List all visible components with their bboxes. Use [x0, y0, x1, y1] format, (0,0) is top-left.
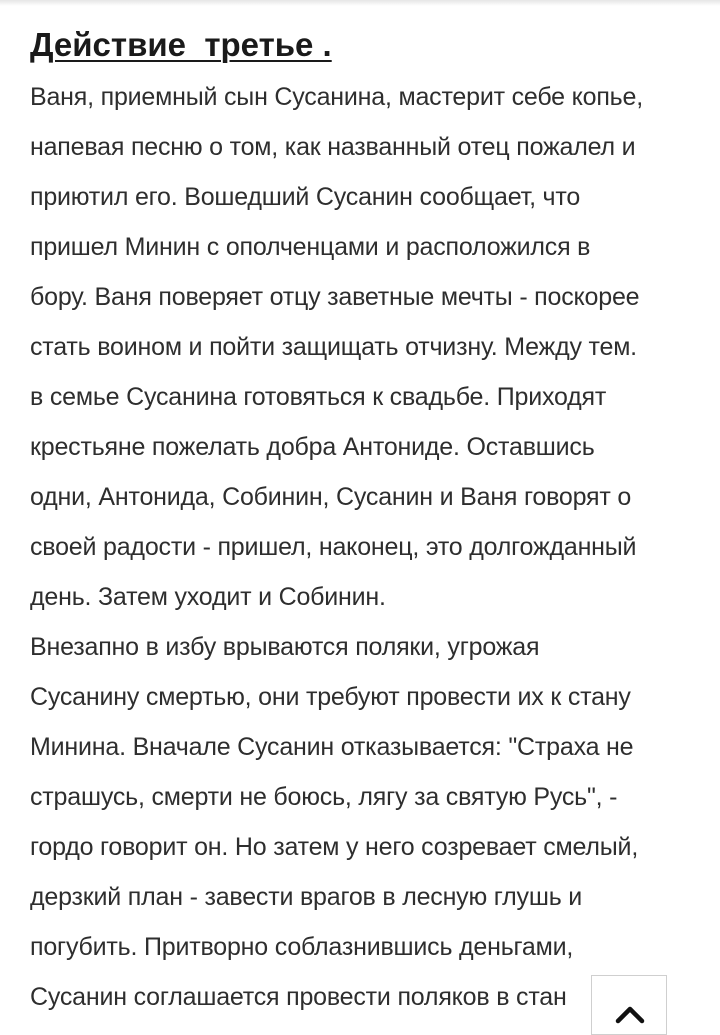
text-line: страшусь, смерти не боюсь, лягу за святую Русь", - — [30, 783, 618, 811]
article-heading: Действие третье . — [30, 26, 332, 63]
paragraph-2 — [30, 622, 710, 1022]
text-line: стать воином и пойти защищать отчизну. Между тем. — [30, 333, 637, 361]
text-line: напевая песню о том, как названный отец пожалел и — [30, 133, 636, 161]
chevron-up-icon — [615, 1004, 645, 1024]
text-line: своей радости - пришел, наконец, это долгожданный — [30, 533, 637, 561]
text-line: крестьяне пожелать добра Антониде. Оставшись — [30, 433, 595, 461]
text-line: день. Затем уходит и Собинин. — [30, 583, 386, 611]
paragraph-1 — [30, 72, 710, 622]
top-bar-shadow — [0, 0, 720, 6]
text-line: Минина. Вначале Сусанин отказывается: "Страха не — [30, 733, 634, 761]
text-line: Ваня, приемный сын Сусанина, мастерит себе копье, — [30, 83, 643, 111]
scroll-to-top-button[interactable] — [591, 975, 667, 1035]
article — [30, 20, 710, 1022]
text-line: дерзкий план - завести врагов в лесную глушь и — [30, 883, 583, 911]
text-line: Сусанин соглашается провести поляков в стан — [30, 983, 567, 1011]
text-line: пришел Минин с ополченцами и расположился в — [30, 233, 591, 261]
text-line: Сусанину смертью, они требуют провести их к стану — [30, 683, 631, 711]
text-line: гордо говорит он. Но затем у него созревает смелый, — [30, 833, 639, 861]
text-line: в семье Сусанина готовяться к свадьбе. Приходят — [30, 383, 607, 411]
text-line: бору. Ваня поверяет отцу заветные мечты - поскорее — [30, 283, 640, 311]
text-line: одни, Антонида, Собинин, Сусанин и Ваня говорят о — [30, 483, 632, 511]
text-line: Внезапно в избу врываются поляки, угрожая — [30, 633, 540, 661]
text-line: приютил его. Вошедший Сусанин сообщает, что — [30, 183, 581, 211]
text-line: погубить. Притворно соблазнившись деньгами, — [30, 933, 574, 961]
